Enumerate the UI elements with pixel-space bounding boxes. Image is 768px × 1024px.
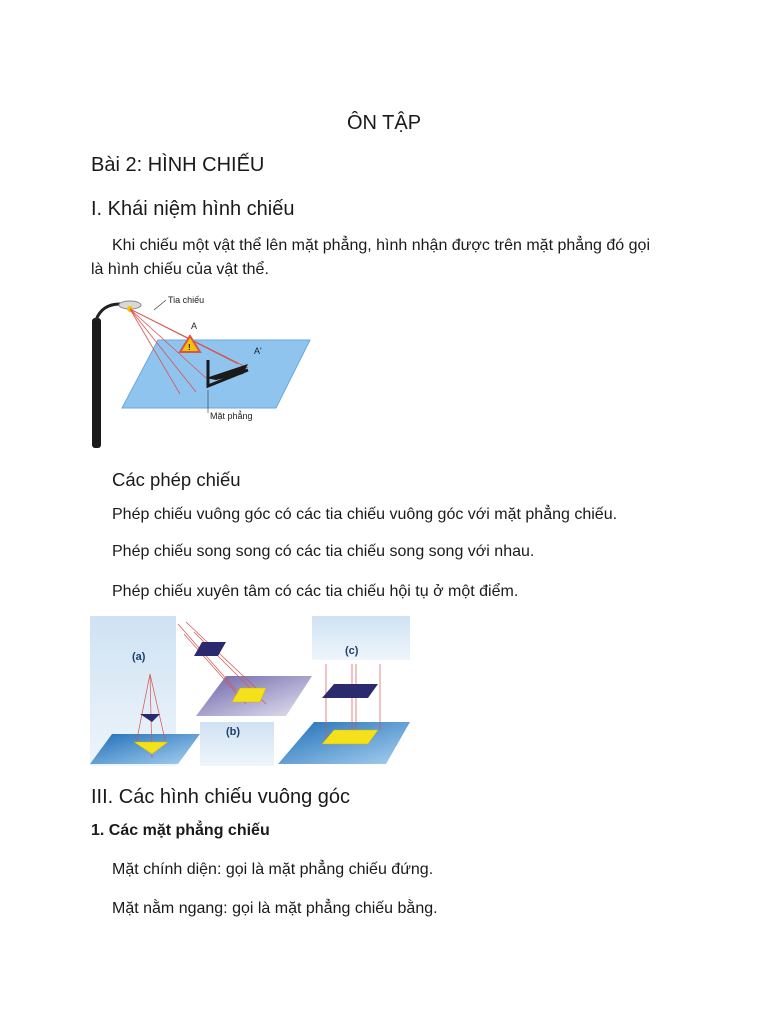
svg-text:!: ! (188, 343, 191, 352)
projection-plane-item: Mặt nằm ngang: gọi là mặt phẳng chiếu bằng. (112, 900, 438, 917)
label-ray: Tia chiếu (168, 295, 205, 305)
section-heading-orthogonal: III. Các hình chiếu vuông góc (91, 786, 351, 808)
panel-b-object (194, 642, 226, 656)
section-heading-concept: I. Khái niệm hình chiếu (91, 198, 295, 220)
projection-plane-item: Mặt chính diện: gọi là mặt phẳng chiếu đứng. (112, 861, 434, 878)
svg-text:(b): (b) (226, 726, 241, 738)
panel-c-label (345, 645, 359, 657)
projection-concept-figure (88, 290, 320, 450)
panel-b-label (226, 726, 240, 738)
paragraph-line-2: là hình chiếu của vật thể. (91, 261, 269, 278)
projection-type-item: Phép chiếu xuyên tâm có các tia chiếu hội tụ ở một điểm. (112, 583, 519, 600)
svg-text:(c): (c) (345, 645, 359, 657)
projection-plane (122, 340, 310, 408)
svg-text:(a): (a) (132, 651, 146, 663)
label-point-a-prime: A' (254, 346, 262, 356)
panel-c-object (322, 684, 378, 698)
paragraph-line-1: Khi chiếu một vật thể lên mặt phẳng, hình nhận được trên mặt phẳng đó gọi (112, 237, 650, 254)
label-plane: Mặt phẳng (210, 411, 253, 421)
label-point-a: A (191, 321, 198, 331)
section-heading-projection-types: Các phép chiếu (112, 469, 241, 490)
panel-a-label (132, 651, 146, 663)
panel-c-background (312, 616, 410, 660)
lamp-post (92, 318, 101, 448)
document-title: ÔN TẬP (346, 112, 422, 134)
projection-type-item: Phép chiếu vuông góc có các tia chiếu vuông góc với mặt phẳng chiếu. (112, 506, 618, 523)
lesson-heading: Bài 2: HÌNH CHIẾU (91, 154, 265, 176)
projection-types-figure (90, 616, 412, 768)
subheading-projection-planes: 1. Các mặt phẳng chiếu (91, 822, 270, 839)
projection-type-item: Phép chiếu song song có các tia chiếu song song với nhau. (112, 543, 535, 560)
